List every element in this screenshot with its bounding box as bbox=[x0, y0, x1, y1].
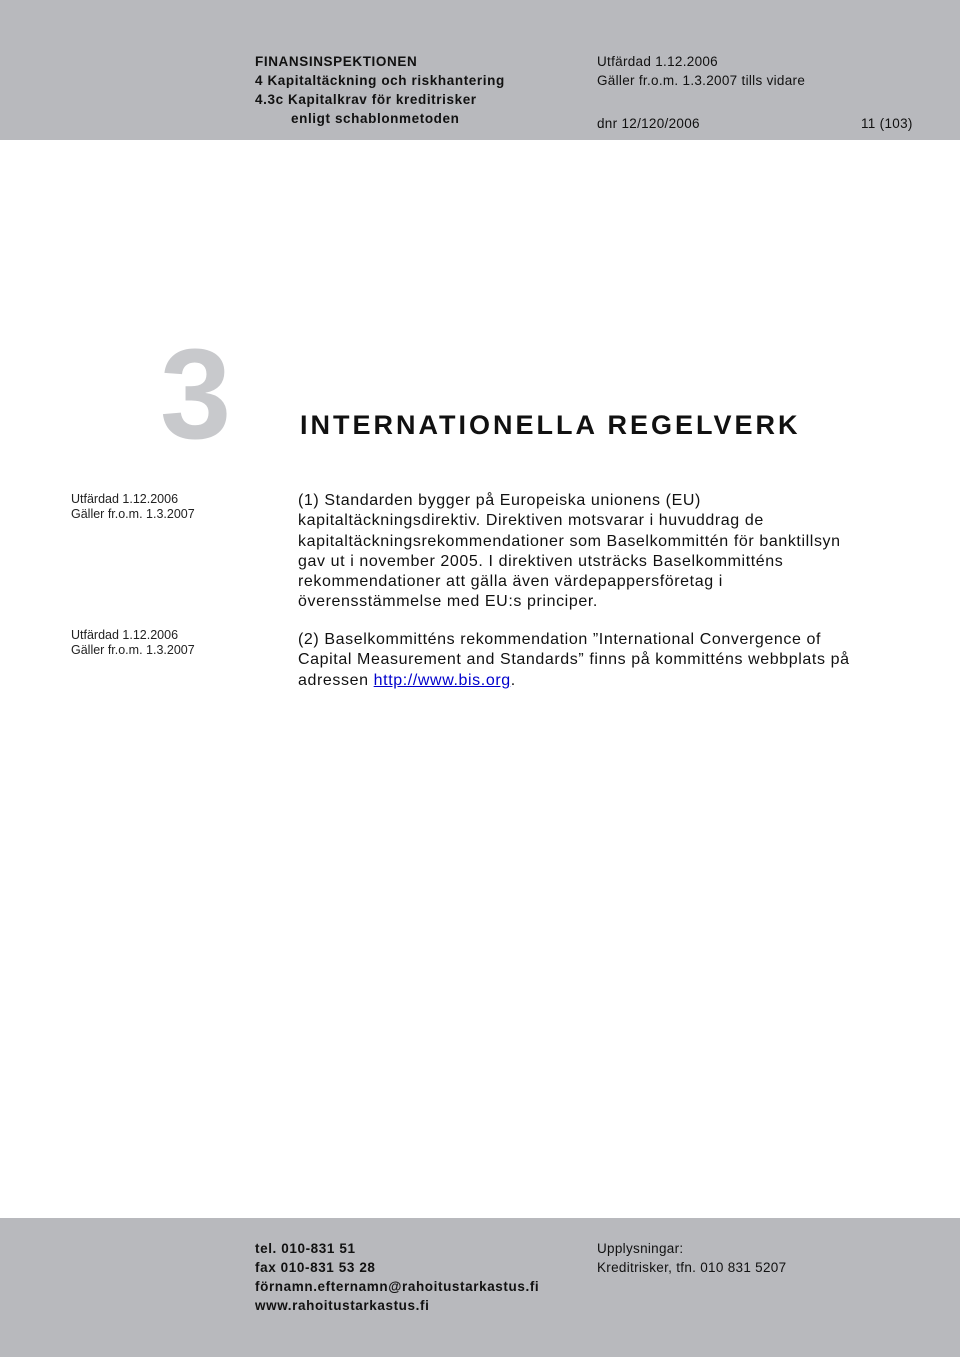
section-title: 4 Kapitaltäckning och riskhantering bbox=[255, 73, 505, 88]
paragraph-line: kapitaltäckningsdirektiv. Direktiven motsvarar i huvuddrag de bbox=[298, 512, 764, 530]
paragraph-line: Capital Measurement and Standards” finns på kommitténs webbplats på bbox=[298, 651, 850, 669]
footer-info bbox=[597, 1239, 786, 1277]
issued-date: Utfärdad 1.12.2006 bbox=[597, 54, 718, 69]
footer-tel: tel. 010-831 51 bbox=[255, 1241, 356, 1256]
footer-web: www.rahoitustarkastus.fi bbox=[255, 1298, 430, 1313]
paragraph-text: adressen bbox=[298, 671, 374, 689]
paragraph-line: överensstämmelse med EU:s principer. bbox=[298, 593, 598, 611]
page-footer bbox=[0, 1218, 960, 1357]
valid-from: Gäller fr.o.m. 1.3.2007 tills vidare bbox=[597, 73, 806, 88]
header-right bbox=[597, 52, 913, 131]
subsection-title-cont: enligt schablonmetoden bbox=[291, 111, 460, 126]
paragraph-line: gav ut i november 2005. I direktiven utsträcks Baselkommitténs bbox=[298, 552, 784, 570]
footer-email: förnamn.efternamn@rahoitustarkastus.fi bbox=[255, 1279, 540, 1294]
footer-info-contact: Kreditrisker, tfn. 010 831 5207 bbox=[597, 1260, 787, 1275]
header-left bbox=[255, 52, 505, 128]
paragraph-line bbox=[298, 671, 918, 691]
footer-fax: fax 010-831 53 28 bbox=[255, 1260, 376, 1275]
subsection-title: 4.3c Kapitalkrav för kreditrisker bbox=[255, 92, 477, 107]
page-header bbox=[0, 0, 960, 140]
paragraph-text: . bbox=[510, 671, 516, 689]
paragraph-line: (2) Baselkommitténs rekommendation ”International Convergence of bbox=[298, 631, 822, 648]
margin-note-1 bbox=[71, 492, 195, 522]
bis-link[interactable]: http://www.bis.org bbox=[373, 671, 511, 689]
footer-contact bbox=[255, 1239, 539, 1315]
margin-note-valid: Gäller fr.o.m. 1.3.2007 bbox=[71, 643, 195, 657]
org-name: FINANSINSPEKTIONEN bbox=[255, 54, 418, 69]
paragraph-2 bbox=[298, 630, 918, 691]
page-number: 11 (103) bbox=[861, 116, 913, 131]
paragraph-line: rekommendationer att gälla även värdepappersföretag i bbox=[298, 573, 723, 591]
chapter-title: INTERNATIONELLA REGELVERK bbox=[300, 410, 801, 440]
footer-info-label: Upplysningar: bbox=[597, 1241, 684, 1256]
paragraph-1 bbox=[298, 491, 918, 613]
chapter-number: 3 bbox=[160, 323, 232, 466]
margin-note-issued: Utfärdad 1.12.2006 bbox=[71, 628, 179, 642]
paragraph-line: (1) Standarden bygger på Europeiska unionens (EU) bbox=[298, 492, 701, 509]
margin-note-valid: Gäller fr.o.m. 1.3.2007 bbox=[71, 507, 195, 521]
paragraph-line: kapitaltäckningsrekommendationer som Baselkommittén för banktillsyn bbox=[298, 532, 841, 550]
margin-note-issued: Utfärdad 1.12.2006 bbox=[71, 492, 179, 506]
margin-note-2 bbox=[71, 628, 195, 658]
document-number: dnr 12/120/2006 bbox=[597, 116, 700, 131]
